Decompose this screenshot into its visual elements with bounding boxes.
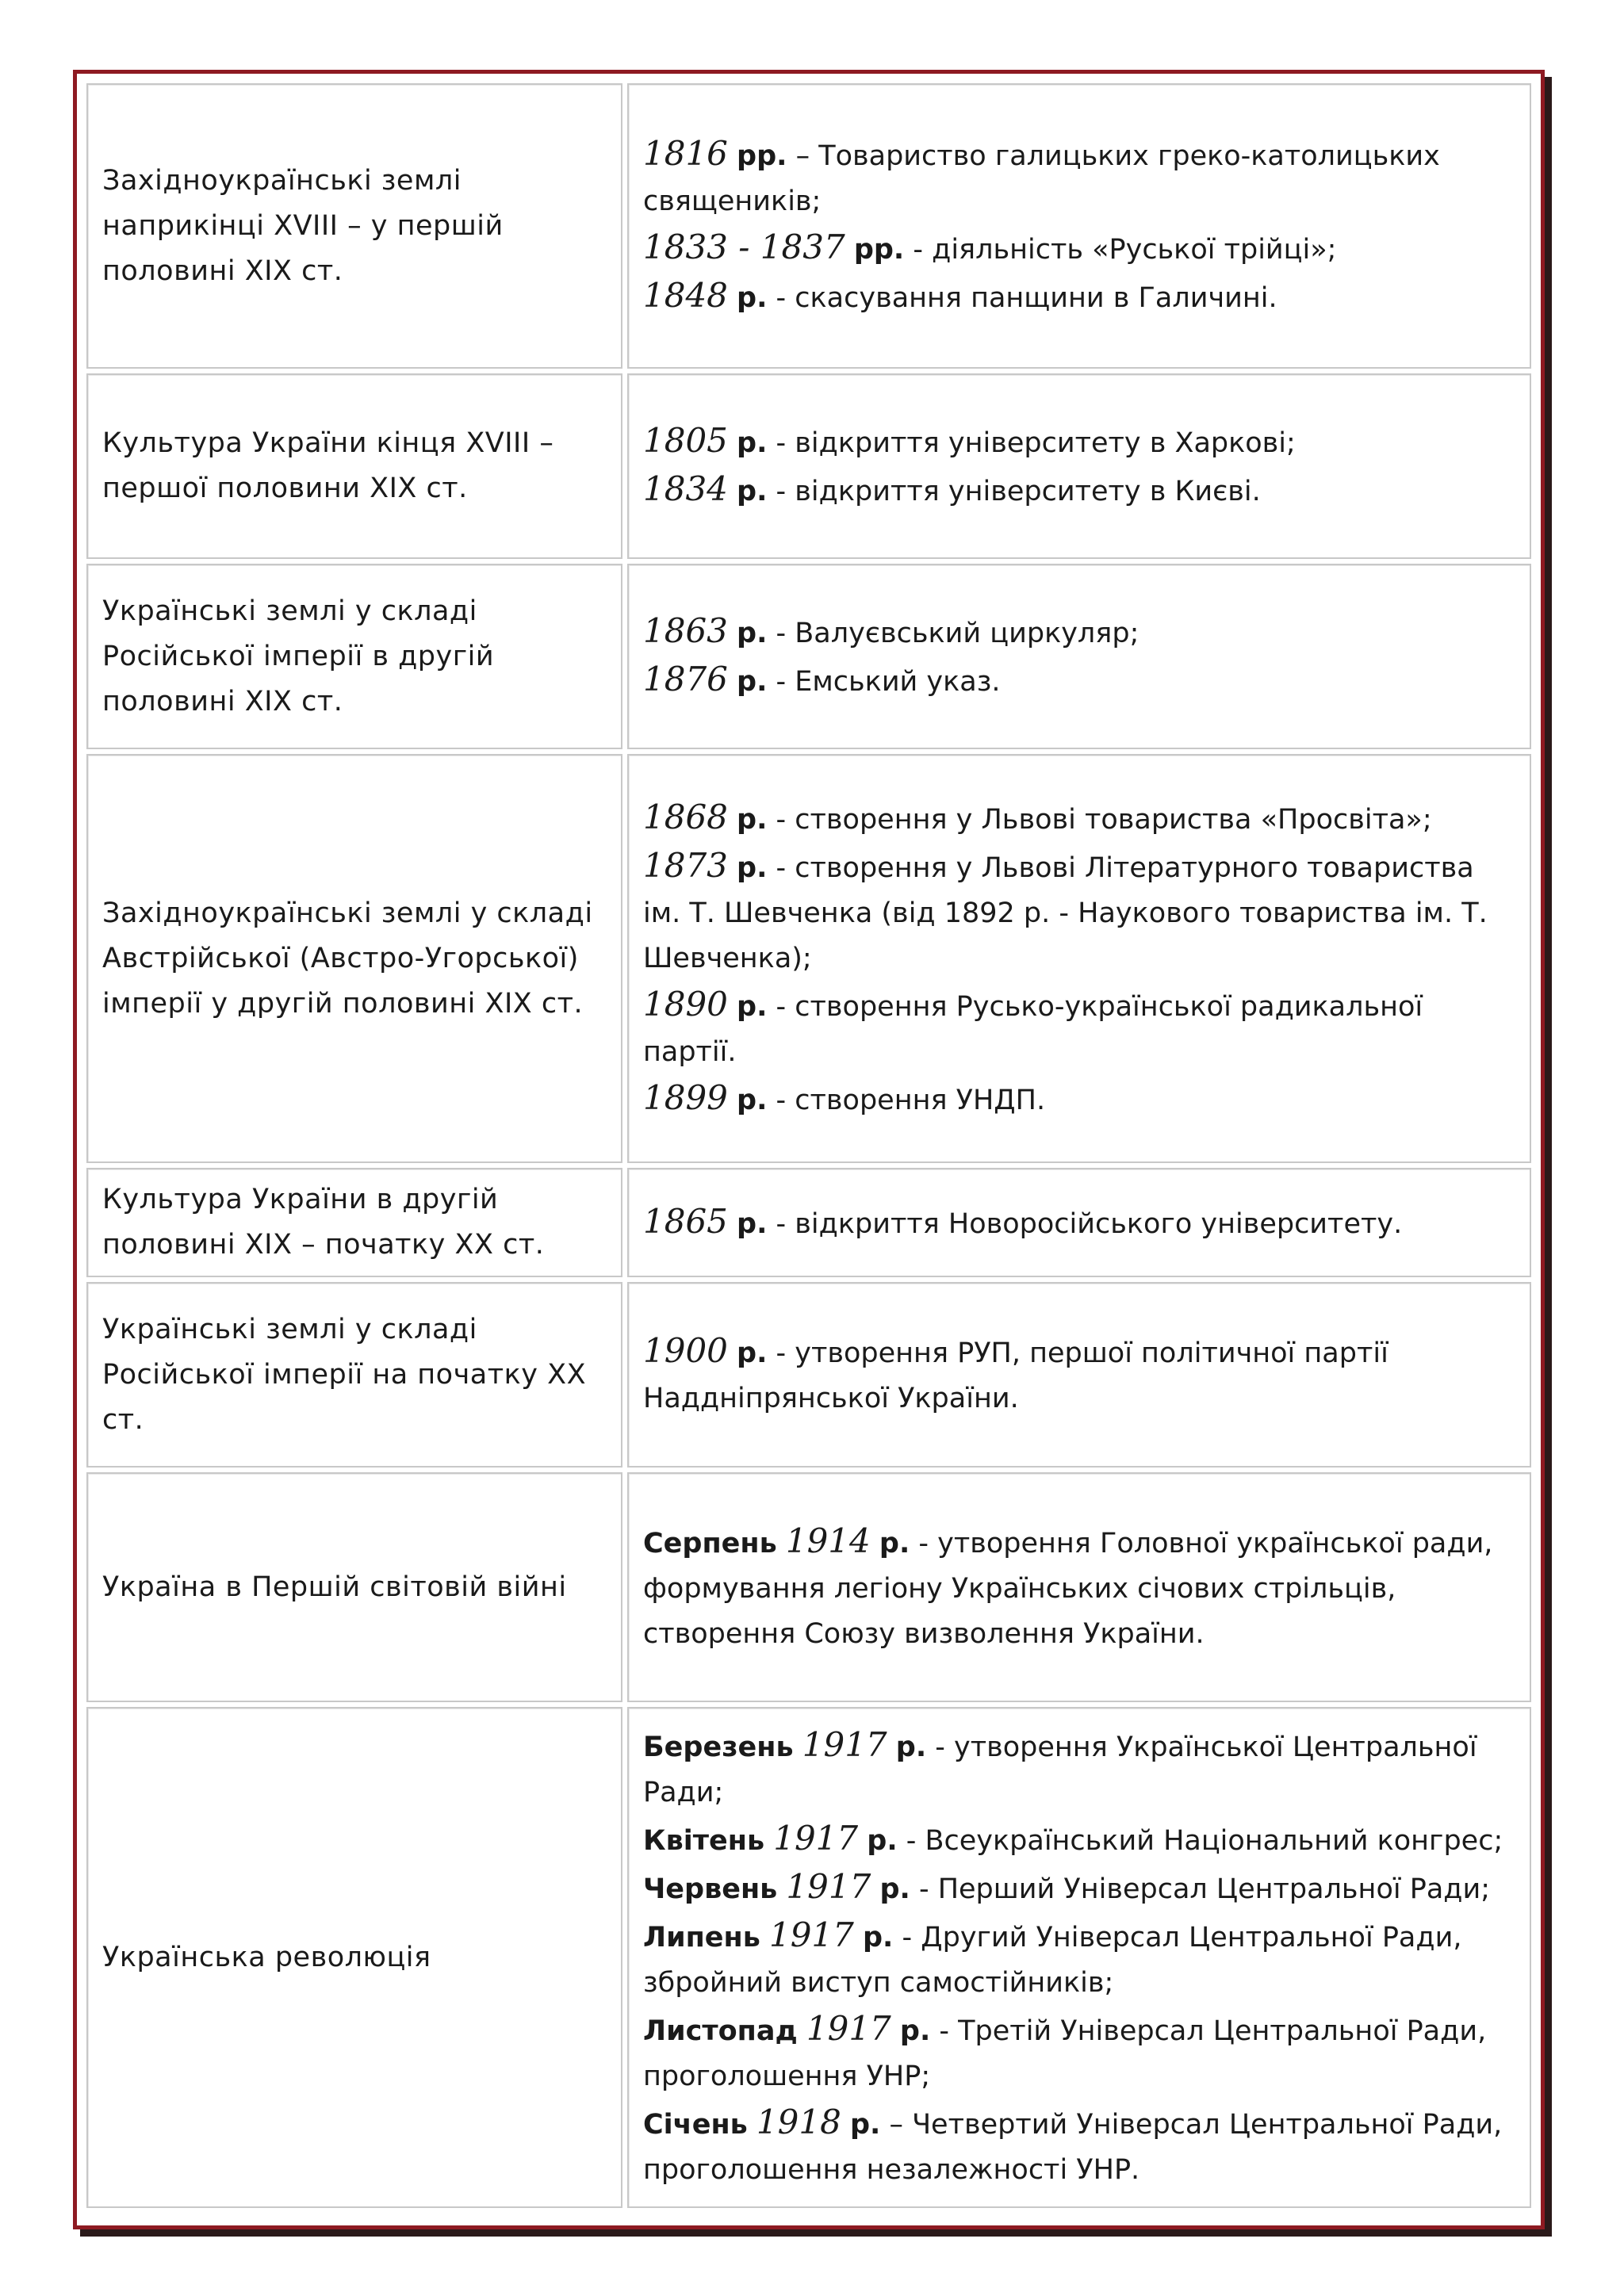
table-row [86,1472,1531,1702]
event-year: 1876 [643,660,728,698]
event-entry [643,418,1517,466]
event-year-abbr: р. [867,1825,898,1857]
event-text: - Емський указ. [776,666,1001,698]
event-month: Січень [643,2109,748,2141]
event-year: 1917 [768,1915,854,1954]
events-cell [627,1472,1531,1702]
table-row [86,754,1531,1163]
event-year: 1900 [643,1331,728,1370]
events-cell [627,1707,1531,2208]
event-year: 1833 - 1837 [643,228,845,266]
event-year-abbr: р. [737,618,768,649]
event-text: - скасування панщини в Галичині. [776,282,1277,314]
event-entry [643,224,1517,273]
topic-cell: Культура України кінця XVIII – першої половини XIX ст. [86,373,622,559]
events-cell [627,1282,1531,1468]
event-year-abbr: р. [737,427,768,459]
event-year: 1848 [643,276,728,315]
event-entry [643,131,1517,224]
event-entry [643,1075,1517,1123]
event-entry [643,1199,1517,1247]
event-year-abbr: р. [895,1732,927,1763]
event-text: - утворення Української Центральної Ради; [643,1732,1477,1808]
topic-cell: Українські землі у складі Російської імперії в другій половині XIX ст. [86,564,622,749]
event-year: 1918 [756,2103,841,2141]
event-year: 1890 [643,984,728,1024]
event-text: - створення УНДП. [776,1084,1046,1116]
event-text: - утворення Головної української ради, формування легіону Українських січових стрільців, створення Союзу визволення України. [643,1527,1493,1650]
event-text: – Товариство галицьких греко-католицьких священиків; [643,140,1440,217]
events-cell [627,373,1531,559]
event-year-abbr: р. [879,1873,910,1905]
event-text: - створення у Львові товариства «Просвіта»; [776,803,1432,836]
event-year-abbr: р. [863,1922,894,1954]
event-year-abbr: р. [737,476,768,507]
event-entry [643,982,1517,1075]
event-year: 1865 [643,1201,728,1241]
event-text: - відкриття університету в Харкові; [776,427,1296,459]
event-month: Листопад [643,2015,798,2047]
event-month: Березень [643,1732,794,1763]
event-year-abbr: р. [737,1337,768,1369]
event-entry [643,656,1517,705]
event-year-abbr: р. [849,2109,881,2141]
event-text: - утворення РУП, першої політичної партії Наддніпрянської України. [643,1337,1388,1414]
event-year-abbr: р. [737,1207,768,1240]
event-month: Червень [643,1873,778,1905]
event-year-abbr: р. [737,1084,768,1116]
topic-cell: Україна в Першій світовій війні [86,1472,622,1702]
event-month: Серпень [643,1527,777,1559]
event-year-abbr: рр. [737,140,787,172]
event-entry [643,2099,1517,2193]
events-cell [627,564,1531,749]
event-year-abbr: р. [737,282,768,314]
event-year: 1873 [643,845,728,885]
event-text: - Всеукраїнський Національний конгрес; [906,1825,1503,1857]
event-text: - відкриття університету в Києві. [776,476,1261,507]
events-cell [627,1168,1531,1277]
event-entry [643,608,1517,656]
events-cell [627,754,1531,1163]
event-entry [643,1912,1517,2006]
event-entry [643,1328,1517,1422]
event-year: 1917 [773,1819,859,1858]
event-entry [643,1722,1517,1816]
event-year: 1863 [643,611,728,650]
event-year-abbr: р. [899,2015,931,2047]
event-text: – Четвертий Універсал Центральної Ради, проголошення незалежності УНР. [643,2109,1503,2186]
event-year: 1805 [643,421,728,460]
event-text: - Другий Універсал Центральної Ради, збройний виступ самостійників; [643,1922,1462,1999]
table-row [86,564,1531,749]
event-year-abbr: р. [737,851,768,884]
event-month: Квітень [643,1825,765,1857]
event-entry [643,1518,1517,1657]
table-row [86,1707,1531,2208]
event-text: - Третій Універсал Центральної Ради, проголошення УНР; [643,2015,1487,2092]
event-year: 1914 [785,1521,871,1560]
topic-cell: Культура України в другій половині XIX – початку XX ст. [86,1168,622,1277]
chronology-table [82,78,1536,2213]
event-entry [643,1816,1517,1864]
event-text: - створення у Львові Літературного товариства ім. Т. Шевченка (від 1892 р. - Наукового товариства ім. Т. Шевченка); [643,851,1488,974]
event-entry [643,794,1517,843]
event-text: - Перший Універсал Центральної Ради; [918,1873,1490,1905]
event-year: 1834 [643,469,728,508]
event-year: 1899 [643,1077,728,1117]
event-year: 1917 [786,1867,871,1906]
topic-cell: Українська революція [86,1707,622,2208]
event-entry [643,2006,1517,2099]
event-text: - створення Русько-української радикальної партії. [643,990,1423,1068]
event-year: 1917 [802,1725,887,1764]
event-year-abbr: р. [737,803,768,836]
topic-cell: Західноукраїнські землі у складі Австрійської (Австро-Угорської) імперії у другій половині XIX ст. [86,754,622,1163]
event-month: Липень [643,1922,760,1954]
page-frame [73,70,1545,2229]
event-text: - діяльність «Руської трійці»; [913,234,1337,266]
event-year-abbr: р. [737,990,768,1023]
event-year-abbr: р. [879,1527,910,1559]
table-row [86,1168,1531,1277]
event-text: - Валуєвський циркуляр; [776,618,1139,649]
event-year-abbr: р. [737,666,768,698]
event-entry [643,273,1517,321]
events-cell [627,83,1531,369]
event-entry [643,466,1517,515]
table-row [86,1282,1531,1468]
topic-cell: Західноукраїнські землі наприкінці XVIII – у першій половині XIX ст. [86,83,622,369]
event-entry [643,843,1517,982]
table-row [86,83,1531,369]
event-year: 1868 [643,797,728,836]
event-year: 1917 [806,2009,891,2048]
topic-cell: Українські землі у складі Російської імперії на початку XX ст. [86,1282,622,1468]
event-year-abbr: рр. [853,234,905,266]
event-entry [643,1864,1517,1912]
event-text: - відкриття Новоросійського університету. [776,1207,1403,1240]
table-row [86,373,1531,559]
event-year: 1816 [643,134,728,173]
